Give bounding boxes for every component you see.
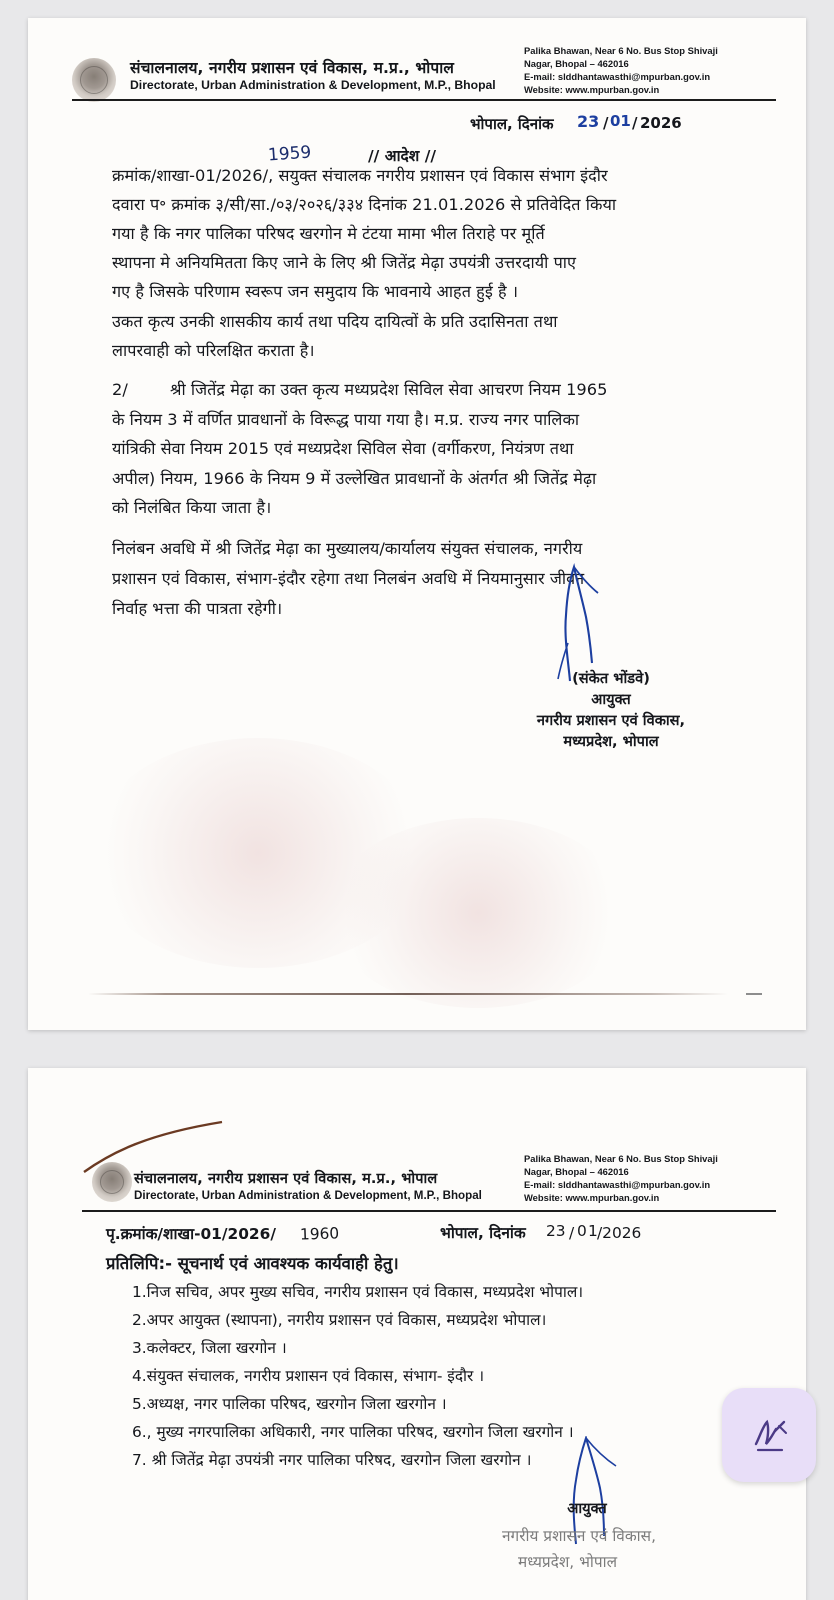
scan-stain-2 (328, 818, 628, 1008)
org-name-english: Directorate, Urban Administration & Development, M.P., Bhopal (134, 1189, 482, 1202)
page2-signature-block (472, 1498, 702, 1519)
page1-para3-line-1: निलंबन अवधि में श्री जितेंद्र मेढ़ा का मुख्यालय/कार्यालय संयुक्त संचालक, नगरीय (112, 539, 583, 558)
recipient-item-5: 5.अध्यक्ष, नगर पालिका परिषद, खरगोन जिला खरगोन । (132, 1395, 447, 1413)
org-name-english: Directorate, Urban Administration & Development, M.P., Bhopal (130, 78, 496, 92)
page2-signer-designation: आयुक्त (567, 1500, 607, 1517)
page1-date-month: 01 (610, 112, 631, 130)
contact-line-4: Website: www.mpurban.gov.in (524, 1192, 660, 1203)
page1-signer-name: (संकेत भोंडवे) (572, 670, 650, 687)
page1-para2-line-4: अपील) नियम, 1966 के नियम 9 में उल्लेखित प्रावधानों के अंतर्गत श्री जितेंद्र मेढ़ा (112, 469, 597, 488)
page1-para2-marker: 2/ (112, 380, 128, 399)
recipient-item-2: 2.अपर आयुक्त (स्थापना), नगरीय प्रशासन एवं विकास, मध्यप्रदेश भोपाल। (132, 1311, 547, 1329)
document-page-1 (28, 18, 806, 1030)
page2-signer-office-line-1: नगरीय प्रशासन एवं विकास, (502, 1527, 656, 1545)
page1-signer-office-line-2: मध्यप्रदेश, भोपाल (563, 733, 659, 750)
page1-para2-line-5: को निलंबित किया जाता है। (112, 498, 272, 517)
page2-signer-office-line-2: मध्यप्रदेश, भोपाल (518, 1553, 618, 1571)
page2-date-sep-1: / (569, 1224, 575, 1242)
state-emblem-icon (92, 1162, 132, 1202)
page2-date-month: 0 (577, 1222, 587, 1240)
page1-signature-block (496, 668, 726, 752)
page1-place-date-label: भोपाल, दिनांक (470, 115, 554, 133)
page1-body-line-2: दवारा प॰ क्रमांक ३/सी/सा./०३/२०२६/३३४ दिनांक 21.01.2026 से प्रतिवेदित किया (112, 195, 617, 214)
letterhead-divider (72, 99, 776, 101)
page2-place-date-label: भोपाल, दिनांक (440, 1224, 526, 1242)
document-page-2 (28, 1068, 806, 1600)
page1-date-sep-1: / (603, 114, 609, 132)
signature-pen-icon (746, 1412, 792, 1458)
page1-date-year: 2026 (640, 114, 682, 132)
page1-para2-line-2: के नियम 3 में वर्णित प्रावधानों के विरूद्ध पाया गया है। म.प्र. राज्य नगर पालिका (112, 410, 580, 429)
page1-body-line-7: लापरवाही को परिलक्षित कराता है। (112, 341, 315, 360)
contact-line-1: Palika Bhawan, Near 6 No. Bus Stop Shivaji (524, 45, 718, 56)
file-number-handwritten: 1959 (267, 142, 312, 166)
page1-date-sep-2: / (632, 114, 638, 132)
letterhead-divider (82, 1210, 776, 1212)
recipient-item-3: 3.कलेक्टर, जिला खरगोन । (132, 1339, 287, 1357)
page2-date-day: 23 (546, 1222, 566, 1240)
contact-line-2: Nagar, Bhopal – 462016 (524, 1166, 629, 1177)
page1-body-line-3: गया है कि नगर पालिका परिषद खरगोन मे टंटया मामा भील तिराहे पर मूर्ति (112, 224, 545, 243)
page1-body-line-1: क्रमांक/शाखा-01/2026/, सयुक्त संचालक नगरीय प्रशासन एवं विकास संभाग इंदौर (112, 166, 608, 185)
page-edge-mark (746, 993, 762, 995)
contact-line-1: Palika Bhawan, Near 6 No. Bus Stop Shivaji (524, 1153, 718, 1164)
recipient-item-1: 1.निज सचिव, अपर मुख्य सचिव, नगरीय प्रशासन एवं विकास, मध्यप्रदेश भोपाल। (132, 1283, 584, 1301)
page2-date-year: /2026 (597, 1224, 642, 1242)
page2-date-sep-2: 1 (588, 1222, 598, 1240)
page-fold-line (88, 993, 728, 995)
scan-stain-1 (88, 738, 428, 968)
state-emblem-icon (72, 58, 116, 102)
endorsement-number-handwritten: 1960 (299, 1224, 340, 1244)
endorsement-number-label: पृ.क्रमांक/शाखा-01/2026/ (106, 1225, 276, 1243)
contact-line-4: Website: www.mpurban.gov.in (524, 84, 660, 95)
page1-body-line-4: स्थापना मे अनियमितता किए जाने के लिए श्री जितेंद्र मेढ़ा उपयंत्री उत्तरदायी पाए (112, 253, 577, 272)
copy-heading: प्रतिलिपि:- सूचनार्थ एवं आवश्यक कार्यवाही हेतु। (106, 1254, 399, 1273)
page1-para3-line-2: प्रशासन एवं विकास, संभाग-इंदौर रहेगा तथा निलबंन अवधि में नियमानुसार जीवन (112, 569, 585, 588)
contact-line-2: Nagar, Bhopal – 462016 (524, 58, 629, 69)
contact-line-3: E-mail: slddhantawasthi@mpurban.gov.in (524, 71, 711, 82)
page1-body-line-6: उकत कृत्य उनकी शासकीय कार्य तथा पदिय दायित्वों के प्रति उदासिनता तथा (112, 312, 558, 331)
page1-body-line-5: गए है जिसके परिणाम स्वरूप जन समुदाय कि भावनाये आहत हुई है । (112, 282, 519, 301)
page1-signer-designation: आयुक्त (591, 691, 631, 708)
signature-tool-button[interactable] (722, 1388, 816, 1482)
org-name-hindi: संचालनालय, नगरीय प्रशासन एवं विकास, म.प्र., भोपाल (130, 59, 454, 77)
recipient-item-6: 6., मुख्य नगरपालिका अधिकारी, नगर पालिका परिषद, खरगोन जिला खरगोन । (132, 1423, 574, 1441)
page1-para2-line-1: श्री जितेंद्र मेढ़ा का उक्त कृत्य मध्यप्रदेश सिविल सेवा आचरण नियम 1965 (170, 380, 608, 399)
contact-line-3: E-mail: slddhantawasthi@mpurban.gov.in (524, 1179, 711, 1190)
org-name-hindi: संचालनालय, नगरीय प्रशासन एवं विकास, म.प्र., भोपाल (134, 1171, 438, 1187)
page1-para3-line-3: निर्वाह भत्ता की पात्रता रहेगी। (112, 599, 283, 618)
recipient-item-7: 7. श्री जितेंद्र मेढ़ा उपयंत्री नगर पालिका परिषद, खरगोन जिला खरगोन । (132, 1451, 532, 1469)
order-title: // आदेश // (368, 147, 437, 165)
page1-para2-line-3: यांत्रिकी सेवा नियम 2015 एवं मध्यप्रदेश सिविल सेवा (वर्गीकरण, नियंत्रण तथा (112, 439, 574, 458)
recipient-item-4: 4.संयुक्त संचालक, नगरीय प्रशासन एवं विकास, संभाग- इंदौर । (132, 1367, 485, 1385)
page1-signer-office-line-1: नगरीय प्रशासन एवं विकास, (536, 712, 686, 729)
page1-date-day: 23 (577, 112, 600, 131)
